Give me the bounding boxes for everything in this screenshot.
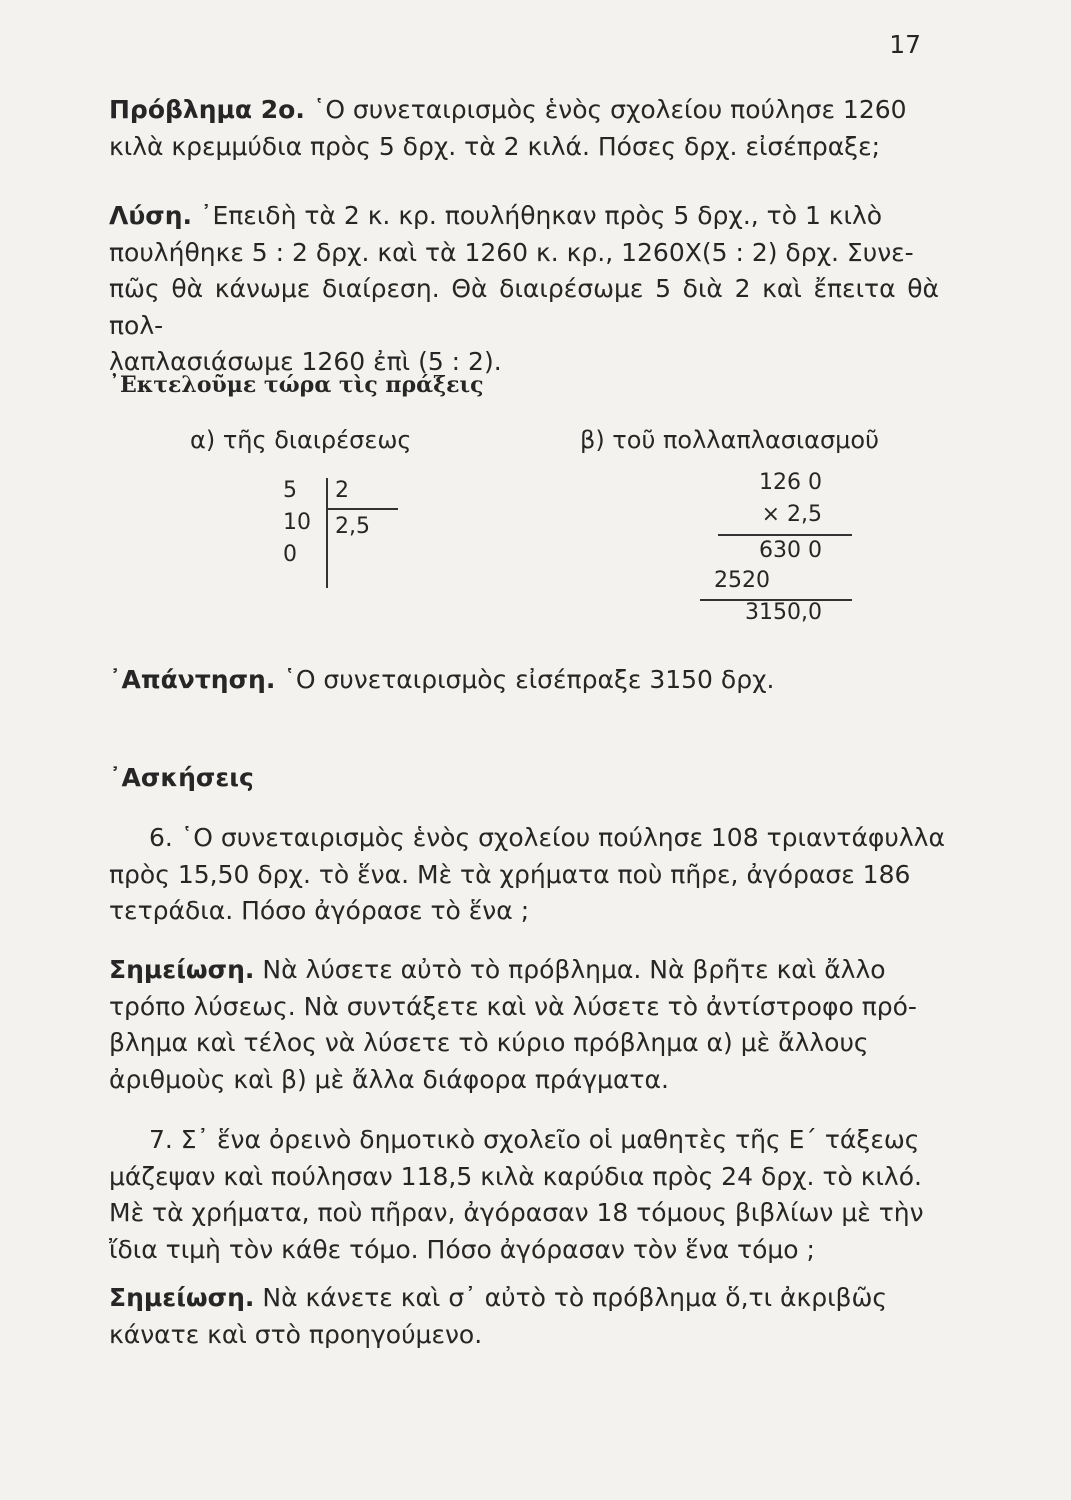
mult-multiplier: × 2,5	[761, 502, 822, 527]
exercises-heading: ᾿Ασκήσεις	[109, 763, 254, 792]
mult-partial-2: 2520	[714, 568, 770, 593]
note1-line3: βλημα καὶ τέλος νὰ λύσετε τὸ κύριο πρόβλημα α) μὲ ἄλλους	[109, 1028, 869, 1057]
division-label: α) τῆς διαιρέσεως	[190, 426, 412, 454]
solution-line1: ᾿Επειδὴ τὰ 2 κ. κρ. πουλήθηκαν πρὸς 5 δρχ., τὸ 1 κιλὸ	[199, 201, 883, 230]
page-number: 17	[889, 30, 921, 59]
answer-heading: ᾿Απάντηση.	[109, 665, 276, 694]
note2-line2: κάνατε καὶ στὸ προηγούμενο.	[109, 1319, 483, 1349]
note1-line1: Νὰ λύσετε αὐτὸ τὸ πρόβλημα. Νὰ βρῆτε καὶ ἄλλο	[262, 955, 886, 984]
note2-heading: Σημείωση.	[109, 1283, 255, 1312]
answer-paragraph	[109, 662, 939, 699]
note-2	[109, 1280, 939, 1353]
exercise-7	[109, 1122, 939, 1268]
ex6-line2: πρὸς 15,50 δρχ. τὸ ἕνα. Μὲ τὰ χρήματα ποὺ πῆρε, ἀγόρασε 186	[109, 859, 911, 889]
ex6-line3: τετράδια. Πόσο ἀγόρασε τὸ ἕνα ;	[109, 896, 530, 925]
mult-multiplicand: 126 0	[759, 470, 822, 495]
note1-line2: τρόπο λύσεως. Νὰ συντάξετε καὶ νὰ λύσετε τὸ ἀντίστροφο πρό-	[109, 991, 917, 1021]
operations-heading: ᾿Εκτελοῦμε τώρα τὶς πράξεις	[109, 372, 484, 398]
division-horizontal-bar	[326, 508, 398, 510]
mult-partial-1: 630 0	[759, 538, 822, 563]
ex6-line1: 6. ῾Ο συνεταιρισμὸς ἑνὸς σχολείου πούλησε 108 τριαντάφυλλα	[149, 823, 945, 852]
problem-text-line2: κιλὰ κρεμμύδια πρὸς 5 δρχ. τὰ 2 κιλά. Πόσες δρχ. εἰσέπραξε;	[109, 131, 881, 161]
note1-heading: Σημείωση.	[109, 955, 255, 984]
note-1	[109, 952, 939, 1098]
solution-line4: λαπλασιάσωμε 1260 ἐπὶ (5 : 2).	[109, 347, 502, 376]
solution-line3: πῶς θὰ κάνωμε διαίρεση. Θὰ διαιρέσωμε 5 διὰ 2 καὶ ἔπειτα θὰ πολ-	[109, 274, 939, 340]
solution-paragraph	[109, 198, 939, 381]
division-remainder-step: 10	[283, 510, 311, 535]
problem-heading: Πρόβλημα 2ο.	[109, 95, 305, 124]
mult-result: 3150,0	[745, 600, 822, 625]
note2-line1: Νὰ κάνετε καὶ σ᾿ αὐτὸ τὸ πρόβλημα ὅ,τι ἀκριβῶς	[262, 1283, 888, 1312]
ex7-line2: μάζεψαν καὶ πούλησαν 118,5 κιλὰ καρύδια πρὸς 24 δρχ. τὸ κιλό.	[109, 1161, 922, 1191]
ex7-line1: 7. Σ᾿ ἕνα ὀρεινὸ δημοτικὸ σχολεῖο οἱ μαθητὲς τῆς Ε΄ τάξεως	[149, 1125, 920, 1154]
division-dividend: 5	[283, 478, 297, 503]
division-quotient: 2,5	[335, 514, 370, 539]
problem-paragraph	[109, 92, 939, 165]
answer-text: ῾Ο συνεταιρισμὸς εἰσέπραξε 3150 δρχ.	[283, 665, 775, 694]
solution-line2: πουλήθηκε 5 : 2 δρχ. καὶ τὰ 1260 κ. κρ., 1260Χ(5 : 2) δρχ. Συνε-	[109, 237, 914, 267]
solution-heading: Λύση.	[109, 201, 192, 230]
note1-line4: ἀριθμοὺς καὶ β) μὲ ἄλλα διάφορα πράγματα.	[109, 1064, 669, 1094]
division-remainder-final: 0	[283, 542, 297, 567]
ex7-line3: Μὲ τὰ χρήματα, ποὺ πῆραν, ἀγόρασαν 18 τόμους βιβλίων μὲ τὴν	[109, 1198, 924, 1227]
division-vertical-bar	[326, 478, 328, 588]
exercise-6	[109, 820, 945, 930]
problem-text-line1: ῾Ο συνεταιρισμὸς ἑνὸς σχολείου πούλησε 1260	[312, 95, 907, 124]
operations-heading-row	[109, 366, 939, 404]
exercises-heading-row	[109, 760, 939, 797]
multiplication-label: β) τοῦ πολλαπλασιασμοῦ	[580, 426, 879, 454]
mult-line-1	[718, 534, 852, 536]
ex7-line4: ἴδια τιμὴ τὸν κάθε τόμο. Πόσο ἀγόρασαν τὸν ἕνα τόμο ;	[109, 1234, 815, 1264]
division-divisor: 2	[335, 478, 349, 503]
